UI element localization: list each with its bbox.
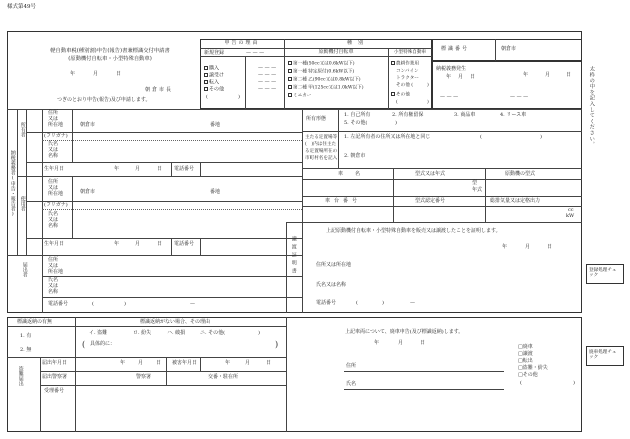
reason-other[interactable]: その他 — [204, 87, 224, 93]
motor-type-3[interactable]: 第二種 乙(90cc又は0.8kW以下) — [288, 77, 361, 83]
form-title-line2: (原動機付自転車・小型特殊自動車) — [68, 56, 152, 62]
owner-section-label: 納税義務者(申告・報告者) — [9, 150, 16, 217]
owner-phone-label: 電話番号 — [174, 166, 195, 172]
date-year: 年 — [70, 71, 76, 77]
scrap-reason-transfer[interactable]: □譲渡 — [518, 351, 533, 357]
reason-transfer[interactable]: 譲受け — [204, 73, 224, 79]
scrap-statement: 上記車両について、廃車申告(及び標識返納)します。 — [345, 329, 464, 335]
reason-purchase[interactable]: 購入 — [204, 66, 219, 72]
plate-city: 朝倉市 — [501, 46, 517, 52]
user-label: 使用者 — [19, 196, 26, 211]
special-agri[interactable]: 農耕作業用 — [391, 61, 419, 67]
plate-return-label: 標識返納の有無 — [17, 319, 53, 325]
scrap-reason-theft[interactable]: □盗難・紛失 — [518, 365, 548, 371]
side-note: 太枠の中を記入してください。 — [588, 66, 595, 148]
scrap-reason-move-out[interactable]: □転出 — [518, 358, 533, 364]
user-banchi: 番地 — [210, 189, 221, 195]
reason-move-in[interactable]: 転入 — [204, 80, 219, 86]
owner-banchi: 番地 — [210, 122, 221, 128]
scrap-check-label: 廃車処理チェック — [589, 350, 617, 361]
previous-owner-label: 届出者 — [21, 262, 28, 277]
scrap-reason-scrap[interactable]: □廃車 — [518, 344, 533, 350]
user-city: 朝倉市 — [80, 189, 96, 195]
form-id: 様式第49号 — [7, 4, 36, 10]
special-header: 小型特殊自動車 — [393, 50, 427, 55]
ownership-label: 所有形態 — [306, 116, 327, 122]
scrap-reason-other[interactable]: □その他 — [518, 372, 538, 378]
owner-city: 朝倉市 — [80, 122, 96, 128]
statement: つぎのとおり申告(報告)及び申請します。 — [57, 97, 151, 103]
user-phone-label: 電話番号 — [174, 241, 195, 247]
theft-section-label: 盗難届出 — [17, 366, 24, 386]
motor-header: 原動機付自転車 — [318, 49, 354, 55]
form-title-line1: 軽自動車税(種別割)申告(報告)書兼標識交付申請書 — [50, 48, 170, 54]
transfer-label: 譲渡証明書 — [290, 236, 297, 276]
motor-type-2[interactable]: 第一種 特定原付(0.6kW以下) — [288, 69, 354, 75]
motor-type-1[interactable]: 第一種(50cc又は0.6kW以下) — [288, 61, 355, 67]
motor-type-5[interactable]: ミニカー — [288, 93, 311, 99]
date-month: 月 — [93, 71, 99, 77]
motor-type-4[interactable]: 第二種 甲(125cc又は1.0kW以下) — [288, 85, 364, 91]
date-day: 日 — [116, 71, 122, 77]
reason-new-registration: 新規登録 — [204, 50, 225, 56]
special-other[interactable]: その他 — [391, 92, 410, 98]
reason-header: 申告の理由 — [224, 40, 260, 46]
plate-number-label: 標識番号 — [441, 46, 470, 52]
addressee: 朝倉市長 — [145, 87, 174, 93]
owner-label: 所有者 — [19, 122, 26, 137]
registration-check-label: 登録処理チェック — [589, 268, 617, 279]
plate-return-reason-label: 標識返納がない場合、その理由 — [140, 319, 211, 325]
transfer-statement: 上記原動機付自転車・小型特殊自動車を販売又は譲渡したことを証明します。 — [326, 228, 501, 234]
tax-obligation-label: 納税義務発生 — [436, 66, 467, 72]
type-header: 種別 — [346, 40, 369, 46]
